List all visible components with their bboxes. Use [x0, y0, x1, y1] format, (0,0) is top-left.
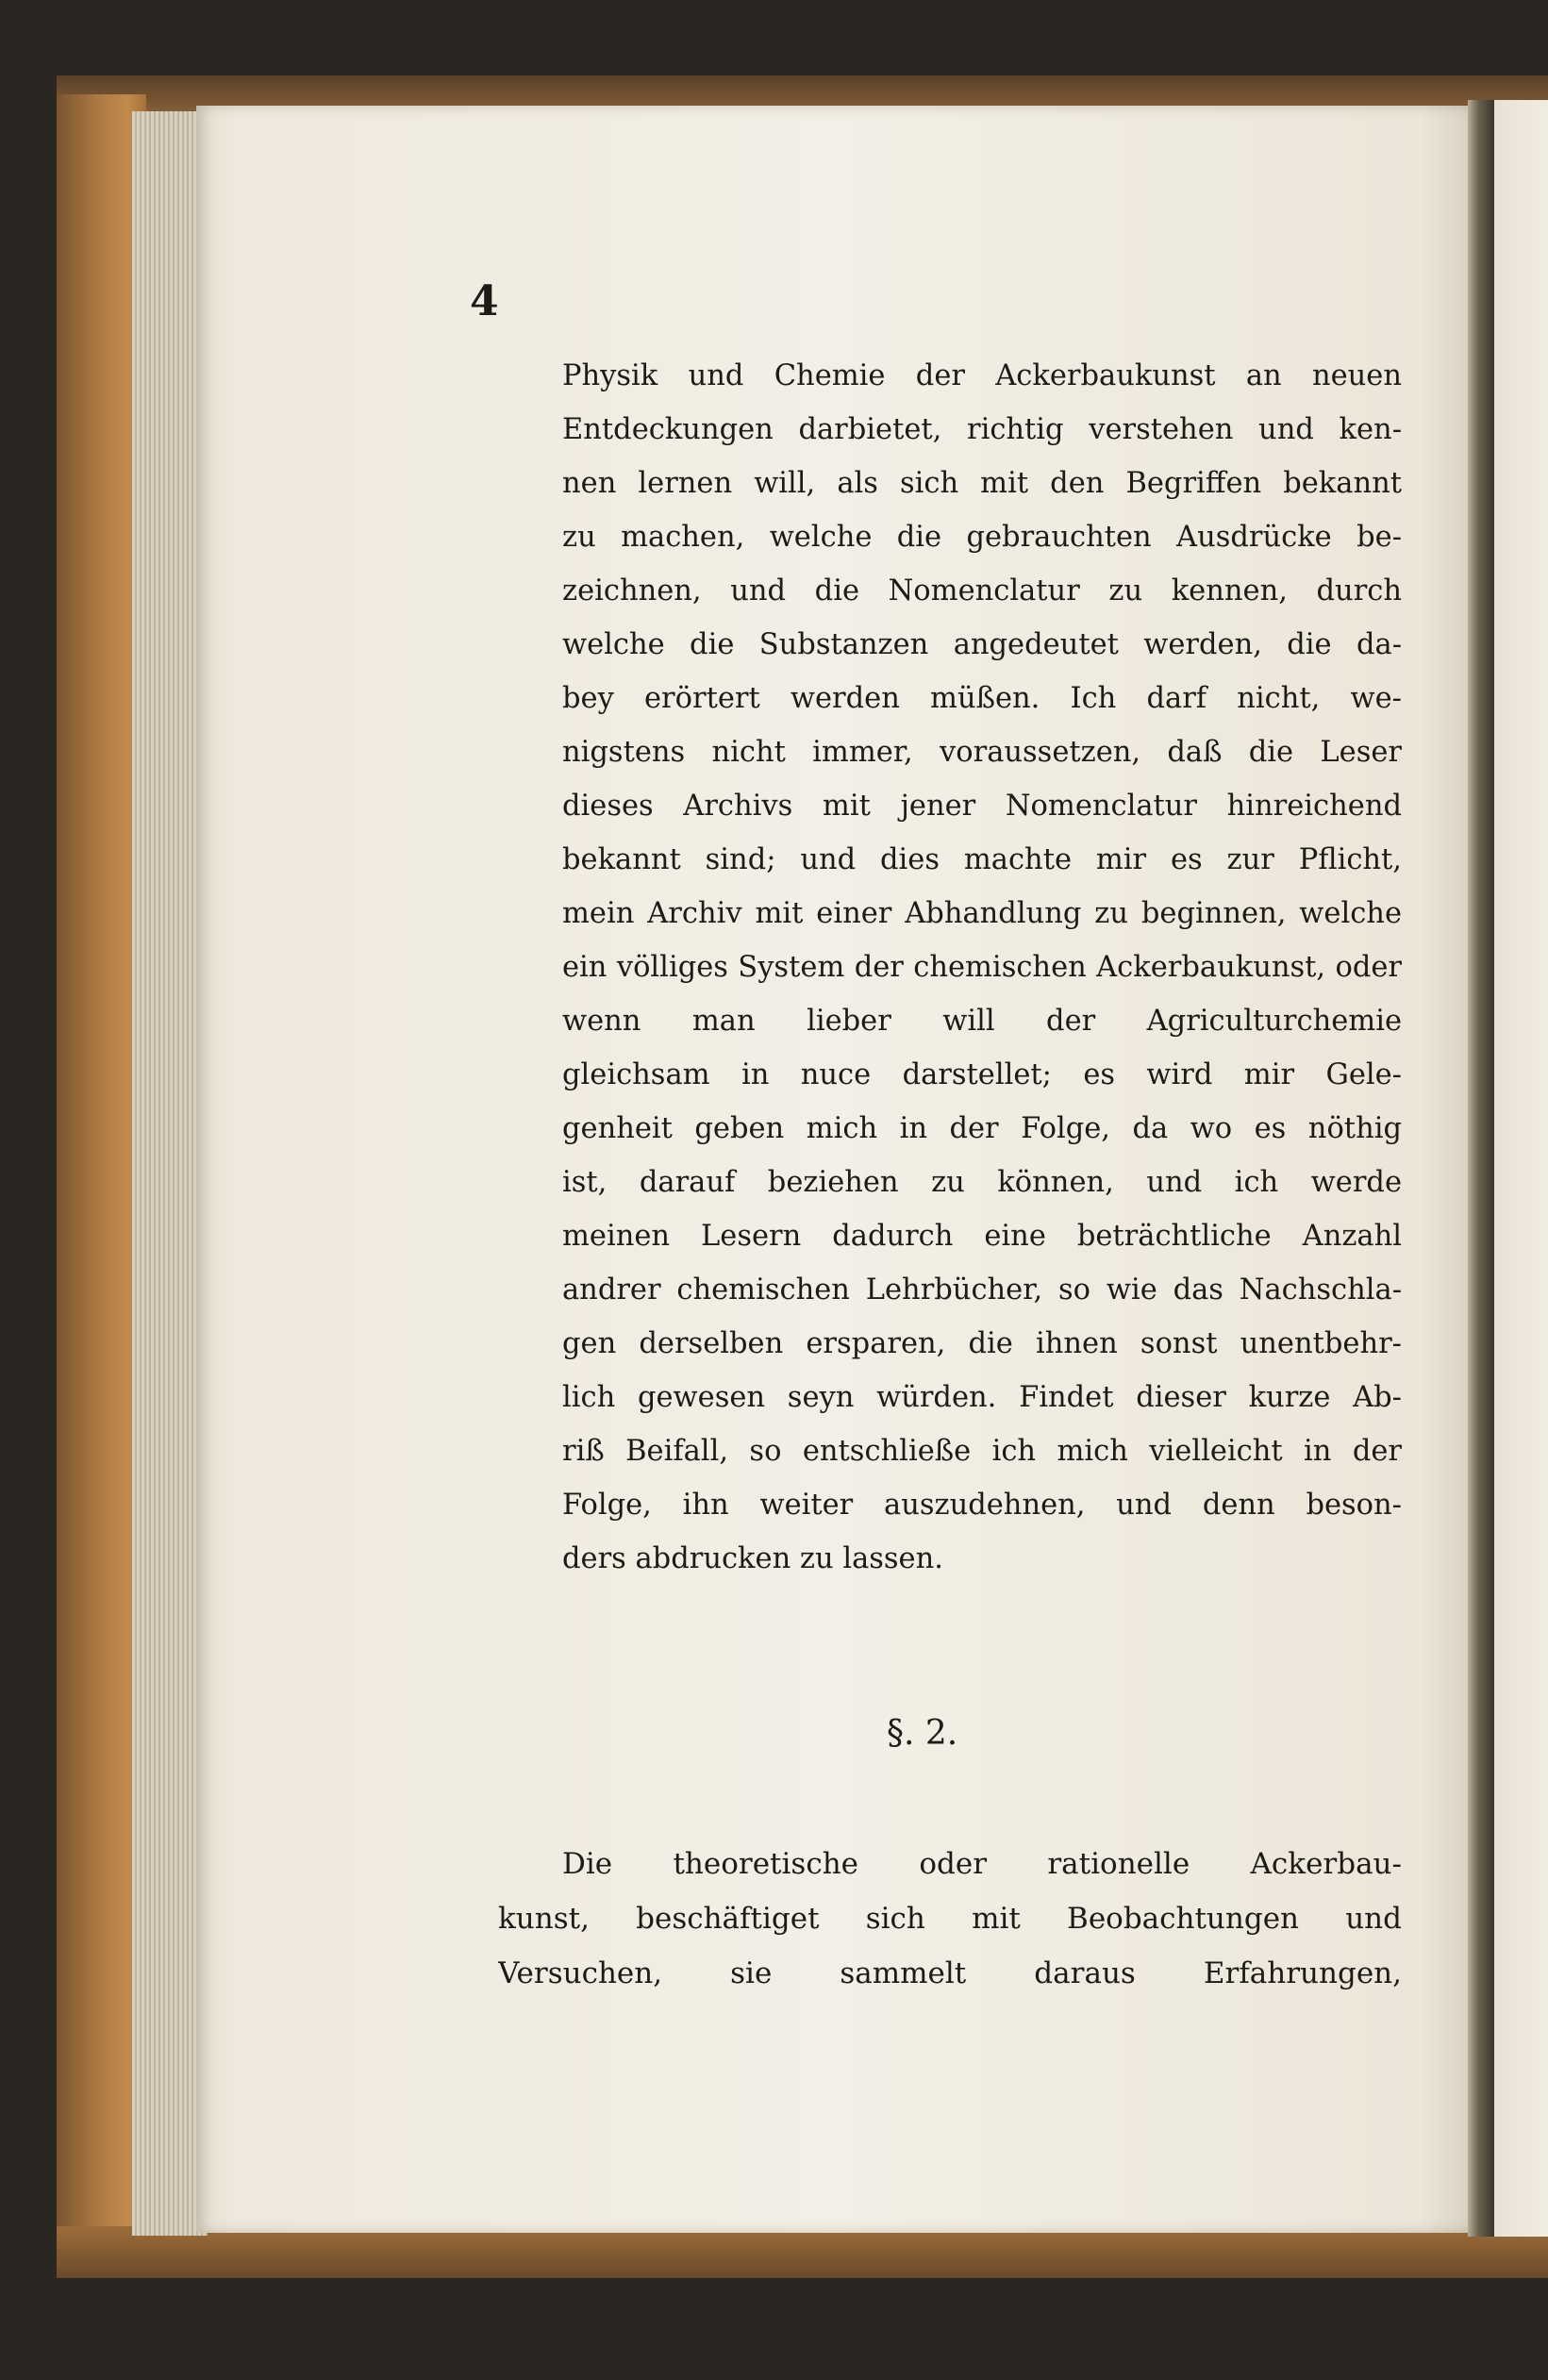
text-line: nigstens nicht immer, voraussetzen, daß die Leser — [562, 736, 1402, 769]
text-line: meinen Lesern dadurch eine beträchtliche Anzahl — [562, 1220, 1402, 1253]
text-line: bekannt sind; und dies machte mir es zur Pflicht, — [562, 843, 1402, 876]
paragraph-1 — [562, 349, 1402, 1586]
text-line: Physik und Chemie der Ackerbaukunst an neuen — [562, 359, 1402, 392]
text-line: ders abdrucken zu lassen. — [562, 1542, 943, 1575]
text-line: Versuchen, sie sammelt daraus Erfahrungen, — [498, 1956, 1402, 1990]
text-line: ist, darauf beziehen zu können, und ich werde — [562, 1166, 1402, 1199]
text-line: dieses Archivs mit jener Nomenclatur hinreichend — [562, 790, 1402, 823]
text-line: Entdeckungen darbietet, richtig verstehen und ken- — [562, 413, 1402, 446]
section-heading: §. 2. — [887, 1714, 958, 1753]
page-number: 4 — [470, 277, 499, 325]
text-line: Folge, ihn weiter auszudehnen, und denn beson- — [562, 1489, 1402, 1522]
text-line: bey erörtert werden müßen. Ich darf nicht, we- — [562, 682, 1402, 715]
book-cover-bottom-edge — [57, 2226, 1548, 2278]
text-line: lich gewesen seyn würden. Findet dieser kurze Ab- — [562, 1381, 1402, 1414]
text-line: nen lernen will, als sich mit den Begriffen bekannt — [562, 467, 1402, 500]
text-line: gleichsam in nuce darstellet; es wird mir Gele- — [562, 1058, 1402, 1091]
text-line: wenn man lieber will der Agriculturchemie — [562, 1005, 1402, 1038]
text-line: mein Archiv mit einer Abhandlung zu beginnen, welche — [562, 897, 1402, 930]
text-line: zeichnen, und die Nomenclatur zu kennen, durch — [562, 574, 1402, 607]
text-line: andrer chemischen Lehrbücher, so wie das Nachschla- — [562, 1273, 1402, 1307]
paragraph-2 — [498, 1837, 1402, 2001]
facing-page-edge — [1494, 100, 1548, 2237]
text-line: Die theoretische oder rationelle Ackerbau- — [562, 1847, 1402, 1881]
text-line: ein völliges System der chemischen Ackerbaukunst, oder — [562, 951, 1402, 984]
text-line: kunst, beschäftiget sich mit Beobachtungen und — [498, 1902, 1402, 1936]
text-line: gen derselben ersparen, die ihnen sonst unentbehr- — [562, 1327, 1402, 1360]
text-line: genheit geben mich in der Folge, da wo es nöthig — [562, 1112, 1402, 1145]
book-gutter — [1468, 100, 1494, 2237]
text-line: riß Beifall, so entschließe ich mich vielleicht in der — [562, 1435, 1402, 1468]
text-line: welche die Substanzen angedeutet werden, die da- — [562, 628, 1402, 661]
text-line: zu machen, welche die gebrauchten Ausdrücke be- — [562, 521, 1402, 554]
